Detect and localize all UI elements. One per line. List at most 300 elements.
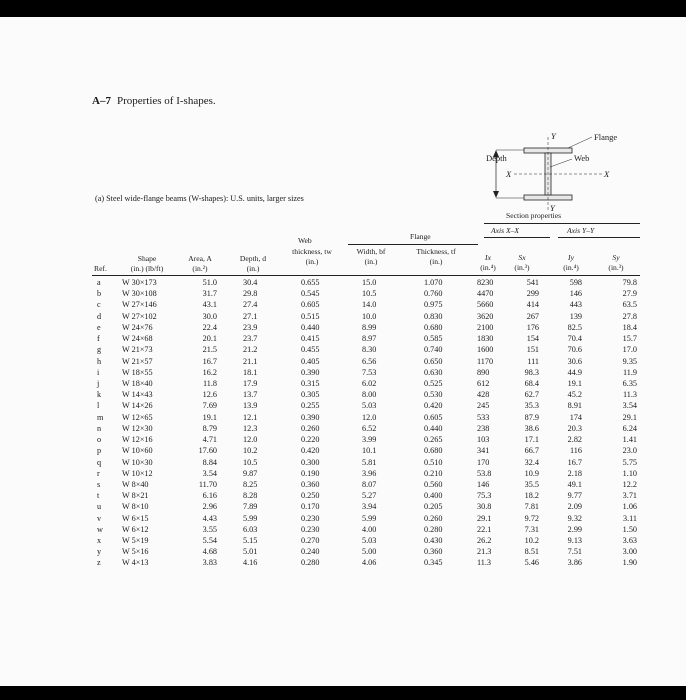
cell-ref: t: [97, 491, 100, 501]
cell-depth: 30.4: [243, 278, 258, 287]
cell-bf: 4.00: [362, 524, 377, 534]
cell-tw: 0.420: [301, 446, 320, 456]
cell-sy: 3.00: [622, 547, 637, 557]
cell-depth: 21.2: [243, 345, 258, 355]
cell-area: 8.79: [202, 423, 217, 433]
cell-tw: 0.230: [301, 513, 320, 523]
column-depth: [243, 277, 257, 569]
cell-tf: 0.205: [424, 502, 443, 512]
column-flange-thickness: [424, 277, 442, 569]
cell-tw: 0.260: [301, 423, 320, 433]
cell-sy: 1.90: [622, 558, 637, 568]
cell-bf: 4.06: [362, 558, 377, 568]
cell-iy: 443: [569, 300, 582, 310]
cell-bf: 5.03: [362, 536, 377, 546]
cell-bf: 12.0: [362, 412, 377, 422]
cell-ix: 428: [477, 390, 490, 400]
cell-tw: 0.390: [301, 412, 320, 422]
cell-tf: 0.830: [424, 311, 443, 321]
header-ref: Ref.: [94, 264, 107, 273]
cell-tw: 0.305: [301, 390, 320, 400]
depth-label: Depth: [486, 153, 507, 163]
cell-tw: 0.255: [301, 401, 320, 411]
cell-area: 16.7: [202, 356, 217, 366]
header-sx: Sx (in.³): [514, 253, 530, 272]
column-iy: [550, 277, 582, 569]
y-axis-bottom-label: Y: [550, 203, 555, 213]
cell-ix: 1830: [477, 334, 494, 344]
page-title: [92, 95, 216, 107]
rule-axis-xx: [484, 237, 550, 238]
cell-ix: 21.3: [477, 547, 492, 557]
cell-shape: W 30×108: [122, 289, 157, 299]
header-shape: Shape (in.) (lb/ft): [130, 254, 164, 273]
cell-sy: 18.4: [622, 322, 637, 332]
cell-shape: W 12×30: [122, 423, 153, 433]
header-axis-yy: Axis Y–Y: [567, 226, 595, 235]
cell-shape: W 10×12: [122, 468, 153, 478]
cell-ix: 11.3: [477, 558, 492, 568]
cell-tf: 0.400: [424, 491, 443, 501]
cell-sx: 17.1: [524, 435, 539, 445]
column-web-thickness: [301, 277, 319, 569]
cell-shape: W 12×65: [122, 412, 153, 422]
cell-sx: 7.81: [524, 502, 539, 512]
cell-tw: 0.280: [301, 558, 320, 568]
cell-sx: 8.51: [524, 547, 539, 557]
cell-depth: 8.28: [243, 491, 258, 501]
cell-iy: 146: [569, 289, 582, 299]
cell-tw: 0.250: [301, 491, 320, 501]
cell-depth: 5.01: [243, 547, 258, 557]
cell-area: 4.43: [202, 513, 217, 523]
cell-depth: 5.15: [243, 536, 258, 546]
cell-tf: 0.680: [424, 446, 443, 456]
cell-depth: 13.7: [243, 390, 258, 400]
cell-sy: 11.3: [622, 390, 637, 400]
rule-flange: [348, 244, 478, 245]
cell-bf: 10.0: [362, 311, 377, 321]
cell-depth: 10.2: [243, 446, 258, 456]
column-ref: [97, 277, 103, 569]
column-ix: [477, 277, 493, 569]
flange-label: Flange: [594, 132, 618, 142]
cell-ref: x: [97, 536, 102, 546]
cell-sy: 3.71: [622, 491, 637, 501]
header-ix: Ix (in.⁴): [480, 253, 496, 272]
cell-shape: W 8×10: [122, 502, 149, 512]
cell-sx: 9.72: [524, 513, 539, 523]
cell-tw: 0.270: [301, 536, 320, 546]
cell-ref: n: [97, 423, 102, 433]
textbook-page: [0, 17, 686, 686]
cell-sx: 87.9: [524, 412, 539, 422]
cell-sy: 9.35: [622, 356, 637, 366]
cell-shape: W 4×13: [122, 558, 149, 568]
cell-ref: c: [97, 300, 101, 310]
cell-sy: 79.8: [622, 278, 637, 287]
cell-area: 22.4: [202, 322, 217, 332]
cell-shape: W 18×55: [122, 367, 153, 377]
cell-iy: 2.18: [567, 468, 582, 478]
cell-ix: 26.2: [477, 536, 492, 546]
cell-sx: 10.2: [524, 536, 539, 546]
cell-depth: 17.9: [243, 378, 258, 388]
cell-depth: 27.1: [243, 311, 258, 321]
column-shape: [122, 277, 157, 569]
header-web-group: Web: [298, 236, 312, 245]
cell-sx: 62.7: [524, 390, 539, 400]
column-flange-width: [362, 277, 376, 569]
cell-sy: 27.8: [622, 311, 637, 321]
cell-iy: 70.6: [567, 345, 582, 355]
cell-tw: 0.230: [301, 524, 320, 534]
cell-bf: 6.52: [362, 423, 377, 433]
cell-ix: 533: [477, 412, 490, 422]
cell-iy: 2.09: [567, 502, 582, 512]
cell-area: 11.70: [198, 479, 217, 489]
cell-area: 31.7: [202, 289, 217, 299]
cell-tf: 0.680: [424, 322, 443, 332]
cell-tw: 0.440: [301, 322, 320, 332]
cell-ix: 4470: [477, 289, 494, 299]
cell-tf: 0.760: [424, 289, 443, 299]
header-flange-group: Flange: [410, 232, 431, 241]
cell-tw: 0.405: [301, 356, 320, 366]
cell-iy: 9.13: [567, 536, 582, 546]
cell-ix: 30.8: [477, 502, 492, 512]
cell-area: 16.2: [202, 367, 217, 377]
cell-ix: 890: [477, 367, 490, 377]
cell-sx: 267: [526, 311, 539, 321]
cell-sx: 38.6: [524, 423, 539, 433]
cell-tw: 0.170: [301, 502, 320, 512]
cell-area: 8.84: [202, 457, 217, 467]
cell-ix: 1600: [477, 345, 494, 355]
cell-iy: 30.6: [567, 356, 582, 366]
cell-depth: 10.5: [243, 457, 258, 467]
cell-depth: 7.89: [243, 502, 258, 512]
cell-tf: 0.265: [424, 435, 443, 445]
cell-bf: 15.0: [362, 278, 377, 287]
cell-sy: 15.7: [622, 334, 637, 344]
cell-sy: 1.06: [622, 502, 637, 512]
rule-section-properties: [484, 223, 640, 224]
cell-ref: a: [97, 278, 101, 287]
cell-sx: 111: [527, 356, 539, 366]
cell-ix: 2100: [477, 322, 494, 332]
cell-tf: 0.280: [424, 524, 443, 534]
table-number: A–7: [92, 95, 111, 107]
cell-iy: 598: [569, 278, 582, 287]
cell-area: 43.1: [202, 300, 217, 310]
cell-area: 5.54: [202, 536, 217, 546]
cell-ref: d: [97, 311, 102, 321]
cell-tw: 0.190: [301, 468, 320, 478]
column-sy: [598, 277, 637, 569]
cell-iy: 7.51: [567, 547, 582, 557]
cell-tf: 0.210: [424, 468, 443, 478]
cell-tf: 0.440: [424, 423, 443, 433]
cell-ref: q: [97, 457, 102, 467]
cell-depth: 27.4: [243, 300, 258, 310]
cell-iy: 19.1: [567, 378, 582, 388]
cell-iy: 2.82: [567, 435, 582, 445]
cell-area: 51.0: [202, 278, 217, 287]
cell-bf: 8.30: [362, 345, 377, 355]
cell-ref: b: [97, 289, 102, 299]
cell-tw: 0.300: [301, 457, 320, 467]
cell-iy: 16.7: [567, 457, 582, 467]
cell-area: 12.6: [202, 390, 217, 400]
header-depth: Depth, d (in.): [239, 254, 267, 273]
cell-bf: 10.5: [362, 289, 377, 299]
cell-tw: 0.545: [301, 289, 320, 299]
cell-bf: 10.1: [362, 446, 377, 456]
cell-tf: 0.345: [424, 558, 443, 568]
cell-tf: 0.420: [424, 401, 443, 411]
cell-shape: W 6×15: [122, 513, 149, 523]
cell-bf: 6.56: [362, 356, 377, 366]
cell-area: 17.60: [198, 446, 217, 456]
cell-sy: 63.5: [622, 300, 637, 310]
cell-ix: 170: [477, 457, 490, 467]
cell-tw: 0.655: [301, 278, 320, 287]
cell-shape: W 14×26: [122, 401, 153, 411]
x-axis-left-label: X: [506, 169, 512, 179]
cell-tf: 0.740: [424, 345, 443, 355]
cell-depth: 5.99: [243, 513, 258, 523]
cell-bf: 5.99: [362, 513, 377, 523]
cell-bf: 8.07: [362, 479, 377, 489]
column-sx: [507, 277, 539, 569]
cell-sy: 12.2: [622, 479, 637, 489]
header-web-thickness: thickness, tw (in.): [292, 247, 332, 266]
table-subtitle: (a) Steel wide-flange beams (W-shapes): U.S. units, larger sizes: [95, 194, 304, 203]
cell-area: 30.0: [202, 311, 217, 321]
cell-sy: 3.63: [622, 536, 637, 546]
cell-depth: 12.3: [243, 423, 258, 433]
cell-ref: w: [97, 524, 103, 534]
cell-tf: 0.430: [424, 536, 443, 546]
cell-shape: W 6×12: [122, 524, 149, 534]
cell-iy: 20.3: [567, 423, 582, 433]
header-section-properties: Section properties: [506, 211, 562, 220]
cell-tw: 0.360: [301, 479, 320, 489]
cell-ref: v: [97, 513, 102, 523]
cell-bf: 8.97: [362, 334, 377, 344]
cell-sx: 5.46: [524, 558, 539, 568]
table-title: Properties of I-shapes.: [116, 95, 216, 107]
cell-area: 3.54: [202, 468, 217, 478]
cell-bf: 6.02: [362, 378, 377, 388]
cell-ref: k: [97, 390, 102, 400]
cell-ref: y: [97, 547, 102, 557]
cell-bf: 3.96: [362, 468, 377, 478]
i-beam-diagram: [484, 115, 644, 215]
cell-sx: 7.31: [524, 524, 539, 534]
cell-ix: 146: [477, 479, 490, 489]
cell-ref: h: [97, 356, 102, 366]
cell-area: 4.68: [202, 547, 217, 557]
cell-area: 3.55: [202, 524, 217, 534]
cell-ix: 1170: [477, 356, 494, 366]
y-axis-top-label: Y: [551, 131, 556, 141]
cell-tf: 0.605: [424, 412, 443, 422]
cell-sy: 6.35: [622, 378, 637, 388]
cell-depth: 12.1: [243, 412, 258, 422]
x-axis-right-label: X: [604, 169, 610, 179]
cell-ix: 612: [477, 378, 490, 388]
cell-sx: 18.2: [524, 491, 539, 501]
cell-depth: 18.1: [243, 367, 258, 377]
cell-iy: 8.91: [567, 401, 582, 411]
cell-ref: f: [97, 334, 100, 344]
cell-tw: 0.455: [301, 345, 320, 355]
cell-sx: 154: [526, 334, 539, 344]
cell-sy: 11.9: [622, 367, 637, 377]
cell-ix: 53.8: [477, 468, 492, 478]
cell-tf: 0.260: [424, 513, 443, 523]
cell-bf: 3.99: [362, 435, 377, 445]
cell-sy: 17.0: [622, 345, 637, 355]
cell-sy: 27.9: [622, 289, 637, 299]
cell-area: 7.69: [202, 401, 217, 411]
cell-depth: 8.25: [243, 479, 258, 489]
header-sy: Sy (in.³): [608, 253, 624, 272]
cell-tf: 0.360: [424, 547, 443, 557]
cell-ref: g: [97, 345, 102, 355]
cell-ref: o: [97, 435, 102, 445]
cell-ix: 5660: [477, 300, 494, 310]
cell-tw: 0.390: [301, 367, 320, 377]
header-axis-xx: Axis X–X: [491, 226, 520, 235]
cell-sx: 66.7: [524, 446, 539, 456]
cell-ref: l: [97, 401, 100, 411]
cell-ref: i: [97, 367, 100, 377]
cell-area: 2.96: [202, 502, 217, 512]
cell-tf: 0.650: [424, 356, 443, 366]
rule-axis-yy: [558, 237, 640, 238]
cell-shape: W 24×76: [122, 322, 153, 332]
cell-sx: 32.4: [524, 457, 539, 467]
cell-sy: 1.41: [622, 435, 637, 445]
cell-area: 11.8: [202, 378, 217, 388]
cell-bf: 5.27: [362, 491, 377, 501]
cell-tf: 0.630: [424, 367, 443, 377]
cell-area: 20.1: [202, 334, 217, 344]
cell-iy: 9.77: [567, 491, 582, 501]
cell-ix: 29.1: [477, 513, 492, 523]
cell-sx: 176: [526, 322, 539, 332]
cell-shape: W 27×102: [122, 311, 157, 321]
cell-ref: r: [97, 468, 100, 478]
cell-iy: 9.32: [567, 513, 582, 523]
cell-sy: 29.1: [622, 412, 637, 422]
cell-shape: W 12×16: [122, 435, 153, 445]
cell-sy: 1.50: [622, 524, 637, 534]
cell-iy: 174: [569, 412, 582, 422]
cell-tf: 0.975: [424, 300, 443, 310]
cell-tf: 0.560: [424, 479, 443, 489]
cell-iy: 116: [570, 446, 582, 456]
cell-ref: j: [97, 378, 100, 388]
cell-iy: 3.86: [567, 558, 582, 568]
cell-tf: 1.070: [424, 278, 443, 287]
cell-ref: z: [97, 558, 101, 568]
cell-depth: 12.0: [243, 435, 258, 445]
cell-depth: 9.87: [243, 468, 258, 478]
cell-iy: 2.99: [567, 524, 582, 534]
header-area: Area, A (in.²): [188, 254, 212, 273]
cell-shape: W 5×16: [122, 547, 149, 557]
cell-shape: W 27×146: [122, 300, 157, 310]
cell-area: 6.16: [202, 491, 217, 501]
cell-tf: 0.530: [424, 390, 443, 400]
cell-sx: 98.3: [524, 367, 539, 377]
cell-ref: s: [97, 479, 101, 489]
cell-shape: W 14×43: [122, 390, 153, 400]
cell-tf: 0.525: [424, 378, 443, 388]
cell-tw: 0.515: [301, 311, 320, 321]
cell-sx: 151: [526, 345, 539, 355]
cell-shape: W 8×40: [122, 479, 149, 489]
cell-sy: 3.11: [622, 513, 637, 523]
cell-ix: 238: [477, 423, 490, 433]
cell-shape: W 21×73: [122, 345, 153, 355]
cell-sx: 414: [526, 300, 539, 310]
cell-ref: m: [97, 412, 104, 422]
header-flange-thickness: Thickness, tf (in.): [416, 247, 456, 266]
cell-shape: W 5×19: [122, 536, 149, 546]
cell-ix: 22.1: [477, 524, 492, 534]
cell-depth: 13.9: [243, 401, 258, 411]
cell-iy: 139: [569, 311, 582, 321]
cell-iy: 49.1: [567, 479, 582, 489]
cell-shape: W 8×21: [122, 491, 149, 501]
cell-tf: 0.585: [424, 334, 443, 344]
cell-bf: 7.53: [362, 367, 377, 377]
cell-iy: 70.4: [567, 334, 582, 344]
cell-shape: W 30×173: [122, 278, 157, 287]
cell-iy: 45.2: [567, 390, 582, 400]
cell-bf: 3.94: [362, 502, 377, 512]
cell-bf: 5.81: [362, 457, 377, 467]
cell-ref: p: [97, 446, 102, 456]
cell-sy: 6.24: [622, 423, 637, 433]
cell-shape: W 10×60: [122, 446, 153, 456]
cell-shape: W 21×57: [122, 356, 153, 366]
cell-tw: 0.415: [301, 334, 320, 344]
cell-depth: 23.9: [243, 322, 258, 332]
cell-sx: 10.9: [524, 468, 539, 478]
cell-ix: 245: [477, 401, 490, 411]
cell-area: 3.83: [202, 558, 217, 568]
cell-area: 21.5: [202, 345, 217, 355]
cell-ix: 103: [477, 435, 490, 445]
web-label: Web: [574, 153, 590, 163]
cell-depth: 6.03: [243, 524, 258, 534]
column-area: [180, 277, 217, 569]
cell-sx: 68.4: [524, 378, 539, 388]
cell-depth: 29.8: [243, 289, 258, 299]
cell-tw: 0.605: [301, 300, 320, 310]
cell-bf: 8.00: [362, 390, 377, 400]
cell-bf: 5.03: [362, 401, 377, 411]
cell-ix: 341: [477, 446, 490, 456]
cell-sx: 35.5: [524, 479, 539, 489]
cell-sx: 299: [526, 289, 539, 299]
